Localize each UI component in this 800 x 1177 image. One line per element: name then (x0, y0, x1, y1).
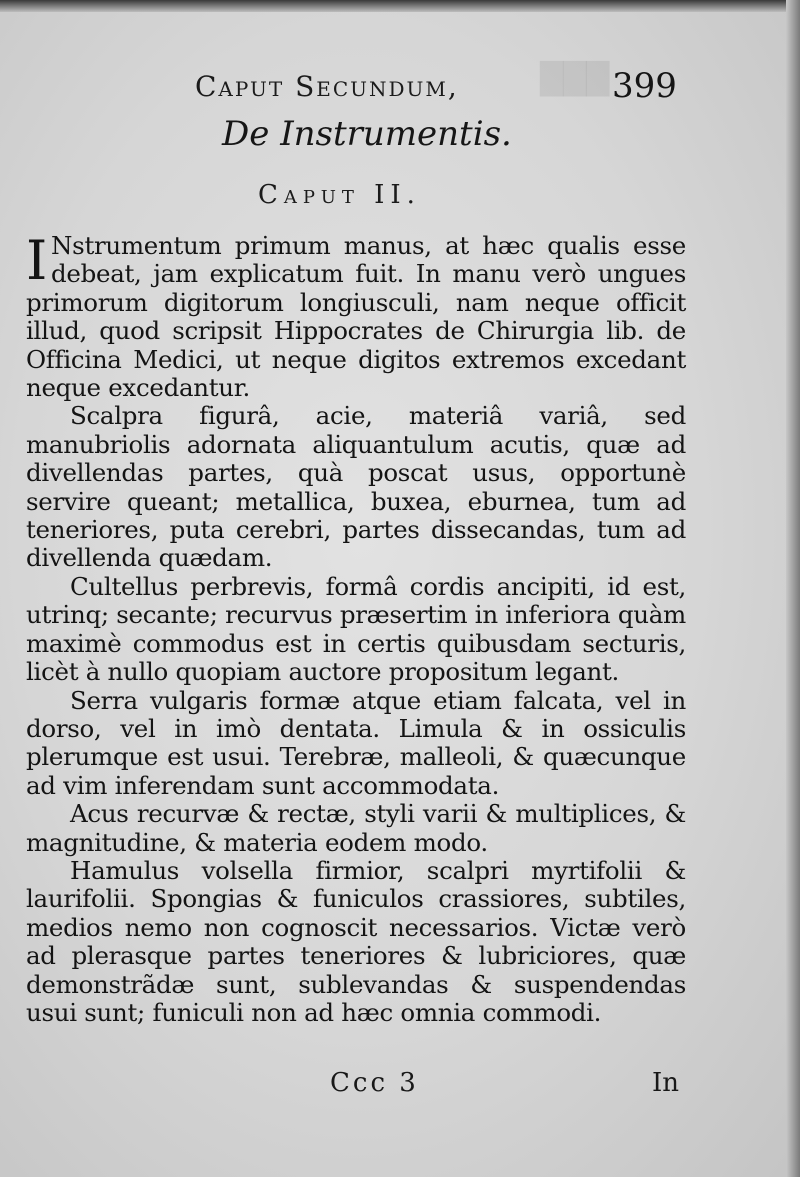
section-title: De Instrumentis. (222, 114, 512, 154)
running-head: Caput Secundum, (195, 70, 459, 103)
drop-cap: I (26, 229, 48, 292)
body-text (26, 229, 686, 1027)
signature-mark: Ccc 3 (330, 1068, 419, 1098)
paragraph-6: Hamulus volsella firmior, scalpri myrtifolii & laurifolii. Spongias & funiculos crassiores, subtiles, medios nemo non cognoscit necessarios. Victæ verò ad plerasque partes teneriores & lubriciores, quæ demonstrãdæ sunt, sublevandas & suspendendas usui sunt; funiculi non ad hæc omnia commodi. (26, 855, 686, 1027)
paragraph-3: Cultellus perbrevis, formâ cordis ancipiti, id est, utrinq; secante; recurvus præsertim in inferiora quàm maximè commodus est in certis quibusdam secturis, licèt à nullo quopiam auctore propositum legant. (26, 571, 686, 687)
bleed-through-shadow: ███ (540, 62, 610, 97)
catchword: In (652, 1068, 680, 1098)
paragraph-1 (26, 229, 686, 403)
paragraph-4: Serra vulgaris formæ atque etiam falcata, vel in dorso, vel in imò dentata. Limula & in ossiculis plerumque est usui. Terebræ, malleoli, & quæcunque ad vim inferendam sunt accommodata. (26, 685, 686, 800)
paragraph-2: Scalpra figurâ, acie, materiâ variâ, sed manubriolis adornata aliquantulum acutis, quæ ad divellendas partes, quà poscat usus, opportunè servire queant; metallica, buxea, eburnea, tum ad teneriores, puta cerebri, partes dissecandas, tum ad divellenda quædam. (26, 401, 686, 573)
paragraph-1-text: Nstrumentum primum manus, at hæc qualis esse debeat, jam explicatum fuit. In manu verò ungues primorum digitorum longiusculi, nam neque officit illud, quod scripsit Hippocrates de Chirurgia lib. de Officina Medici, ut neque digitos extremos excedant neque excedantur. (26, 231, 686, 403)
paragraph-5: Acus recurvæ & rectæ, styli varii & multiplices, & magnitudine, & materia eodem modo. (26, 799, 686, 857)
page-number: 399 (612, 66, 677, 106)
page-right-edge (786, 0, 800, 1177)
page-top-edge (0, 0, 800, 12)
chapter-heading: Caput II. (258, 180, 421, 210)
